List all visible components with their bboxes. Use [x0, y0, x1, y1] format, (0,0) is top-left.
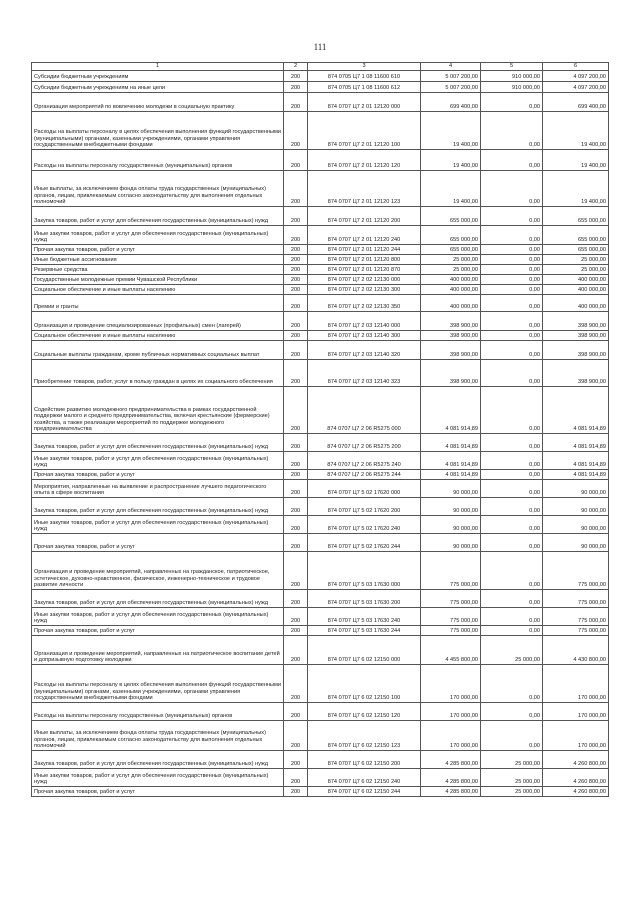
- row-amount-5: 0,00: [481, 516, 543, 534]
- row-amount-4: 4 285 800,00: [421, 787, 481, 797]
- row-amount-4: 655 000,00: [421, 226, 481, 245]
- row-code: 874 0707 Ц7 2 01 12120 240: [308, 226, 421, 245]
- row-label: Иные бюджетные ассигнования: [32, 255, 284, 265]
- row-code: 874 0707 Ц7 2 06 R5275 244: [308, 470, 421, 480]
- row-label: Субсидии бюджетным учреждениям на иные цели: [32, 82, 284, 93]
- row-column-2: 200: [284, 498, 308, 516]
- row-label: Организация и проведение специализированных (профильных) смен (лагерей): [32, 312, 284, 331]
- row-amount-6: 170 000,00: [543, 703, 609, 721]
- row-amount-5: 0,00: [481, 552, 543, 590]
- row-amount-6: 19 400,00: [543, 112, 609, 150]
- row-label: Закупка товаров, работ и услуг для обеспечения государственных (муниципальных) нужд: [32, 751, 284, 769]
- row-label: Организация и проведение мероприятий, направленных на патриотическое воспитание детей и допризывную подготовку молодежи: [32, 636, 284, 665]
- row-code: 874 0707 Ц7 2 03 12140 323: [308, 360, 421, 387]
- row-column-2: 200: [284, 590, 308, 608]
- row-amount-5: 0,00: [481, 452, 543, 470]
- table-row: [32, 608, 609, 626]
- row-column-2: 200: [284, 480, 308, 498]
- row-label: Иные закупки товаров, работ и услуг для обеспечения государственных (муниципальных) нужд: [32, 608, 284, 626]
- row-label: Иные закупки товаров, работ и услуг для обеспечения государственных (муниципальных) нужд: [32, 452, 284, 470]
- header-cell-2: 2: [284, 63, 308, 71]
- table-row: [32, 245, 609, 255]
- header-cell-6: 6: [543, 63, 609, 71]
- row-label: Субсидии бюджетным учреждениям: [32, 71, 284, 82]
- row-amount-5: 0,00: [481, 480, 543, 498]
- row-code: 874 0707 Ц7 2 06 R5275 000: [308, 387, 421, 434]
- row-column-2: 200: [284, 434, 308, 452]
- row-amount-6: 170 000,00: [543, 721, 609, 751]
- table-row: [32, 341, 609, 360]
- row-amount-4: 19 400,00: [421, 150, 481, 171]
- row-amount-6: 699 400,00: [543, 93, 609, 112]
- row-code: 874 0707 Ц7 5 03 17630 244: [308, 626, 421, 636]
- table-row: [32, 93, 609, 112]
- row-amount-6: 400 000,00: [543, 295, 609, 312]
- row-amount-5: 0,00: [481, 112, 543, 150]
- row-amount-5: 910 000,00: [481, 71, 543, 82]
- page-number: 111: [313, 42, 327, 52]
- row-code: 874 0707 Ц7 2 01 12120 800: [308, 255, 421, 265]
- row-label: Прочая закупка товаров, работ и услуг: [32, 470, 284, 480]
- row-amount-6: 775 000,00: [543, 590, 609, 608]
- row-code: 874 0707 Ц7 6 02 12150 120: [308, 703, 421, 721]
- table-row: [32, 265, 609, 275]
- row-column-2: 200: [284, 470, 308, 480]
- row-amount-6: 775 000,00: [543, 626, 609, 636]
- row-column-2: 200: [284, 665, 308, 703]
- row-amount-4: 170 000,00: [421, 703, 481, 721]
- row-column-2: 200: [284, 360, 308, 387]
- row-amount-6: 398 900,00: [543, 360, 609, 387]
- row-amount-6: 90 000,00: [543, 516, 609, 534]
- row-column-2: 200: [284, 285, 308, 295]
- row-amount-6: 4 097 200,00: [543, 71, 609, 82]
- row-code: 874 0707 Ц7 2 03 12140 000: [308, 312, 421, 331]
- row-amount-5: 0,00: [481, 665, 543, 703]
- row-code: 874 0707 Ц7 5 03 17630 200: [308, 590, 421, 608]
- row-amount-5: 0,00: [481, 312, 543, 331]
- row-label: Закупка товаров, работ и услуг для обеспечения государственных (муниципальных) нужд: [32, 498, 284, 516]
- row-column-2: 200: [284, 171, 308, 207]
- row-column-2: 200: [284, 112, 308, 150]
- row-label: Иные закупки товаров, работ и услуг для обеспечения государственных (муниципальных) нужд: [32, 769, 284, 787]
- row-amount-4: 4 285 800,00: [421, 751, 481, 769]
- row-label: Государственные молодежные премии Чувашской Республики: [32, 275, 284, 285]
- row-amount-6: 4 430 800,00: [543, 636, 609, 665]
- row-amount-5: 0,00: [481, 150, 543, 171]
- table-row: [32, 703, 609, 721]
- row-code: 874 0705 Ц7 1 08 11600 612: [308, 82, 421, 93]
- row-amount-5: 0,00: [481, 534, 543, 552]
- row-label: Прочая закупка товаров, работ и услуг: [32, 245, 284, 255]
- row-amount-6: 90 000,00: [543, 534, 609, 552]
- row-amount-5: 0,00: [481, 703, 543, 721]
- row-amount-4: 400 000,00: [421, 295, 481, 312]
- row-amount-5: 0,00: [481, 265, 543, 275]
- row-code: 874 0707 Ц7 5 02 17620 244: [308, 534, 421, 552]
- row-amount-5: 25 000,00: [481, 787, 543, 797]
- header-cell-1: 1: [32, 63, 284, 71]
- table-row: [32, 470, 609, 480]
- row-amount-5: 0,00: [481, 498, 543, 516]
- row-amount-4: 4 455 800,00: [421, 636, 481, 665]
- header-cell-5: 5: [481, 63, 543, 71]
- row-column-2: 200: [284, 71, 308, 82]
- table-row: [32, 498, 609, 516]
- row-amount-5: 25 000,00: [481, 751, 543, 769]
- row-column-2: 200: [284, 452, 308, 470]
- row-code: 874 0707 Ц7 6 02 12150 244: [308, 787, 421, 797]
- table-row: [32, 590, 609, 608]
- row-code: 874 0707 Ц7 2 02 12130 000: [308, 275, 421, 285]
- table-header-row: [32, 63, 609, 71]
- table-row: [32, 360, 609, 387]
- row-amount-5: 0,00: [481, 285, 543, 295]
- row-amount-4: 90 000,00: [421, 516, 481, 534]
- row-code: 874 0707 Ц7 2 01 12120 120: [308, 150, 421, 171]
- row-code: 874 0707 Ц7 5 03 17630 000: [308, 552, 421, 590]
- row-amount-6: 19 400,00: [543, 171, 609, 207]
- row-amount-4: 400 000,00: [421, 275, 481, 285]
- row-label: Премии и гранты: [32, 295, 284, 312]
- table-row: [32, 665, 609, 703]
- row-amount-4: 90 000,00: [421, 498, 481, 516]
- row-label: Иные закупки товаров, работ и услуг для обеспечения государственных (муниципальных) нужд: [32, 226, 284, 245]
- row-amount-4: 699 400,00: [421, 93, 481, 112]
- row-label: Организация мероприятий по вовлечению молодежи в социальную практику: [32, 93, 284, 112]
- row-amount-6: 90 000,00: [543, 480, 609, 498]
- row-amount-4: 90 000,00: [421, 534, 481, 552]
- row-amount-5: 0,00: [481, 295, 543, 312]
- row-column-2: 200: [284, 608, 308, 626]
- row-column-2: 200: [284, 245, 308, 255]
- row-amount-5: 0,00: [481, 590, 543, 608]
- row-code: 874 0705 Ц7 1 08 11600 610: [308, 71, 421, 82]
- row-label: Резервные средства: [32, 265, 284, 275]
- row-amount-6: 400 000,00: [543, 275, 609, 285]
- row-label: Иные закупки товаров, работ и услуг для обеспечения государственных (муниципальных) нужд: [32, 516, 284, 534]
- table-row: [32, 769, 609, 787]
- row-label: Социальное обеспечение и иные выплаты населению: [32, 331, 284, 341]
- row-column-2: 200: [284, 787, 308, 797]
- row-amount-4: 19 400,00: [421, 171, 481, 207]
- row-amount-6: 655 000,00: [543, 226, 609, 245]
- budget-table-body: [32, 63, 609, 797]
- row-column-2: 200: [284, 387, 308, 434]
- row-amount-6: 4 081 914,89: [543, 387, 609, 434]
- row-amount-4: 398 900,00: [421, 331, 481, 341]
- row-amount-4: 4 081 914,89: [421, 452, 481, 470]
- row-amount-6: 4 260 800,00: [543, 787, 609, 797]
- row-amount-4: 90 000,00: [421, 480, 481, 498]
- row-amount-4: 25 000,00: [421, 265, 481, 275]
- row-amount-4: 775 000,00: [421, 608, 481, 626]
- row-label: Расходы на выплаты персоналу государственных (муниципальных) органов: [32, 150, 284, 171]
- row-amount-6: 655 000,00: [543, 245, 609, 255]
- row-amount-4: 4 285 800,00: [421, 769, 481, 787]
- row-column-2: 200: [284, 312, 308, 331]
- row-amount-6: 4 081 914,89: [543, 452, 609, 470]
- table-row: [32, 516, 609, 534]
- row-amount-5: 0,00: [481, 434, 543, 452]
- row-label: Прочая закупка товаров, работ и услуг: [32, 626, 284, 636]
- header-cell-4: 4: [421, 63, 481, 71]
- row-amount-6: 398 900,00: [543, 312, 609, 331]
- row-label: Социальные выплаты гражданам, кроме публичных нормативных социальных выплат: [32, 341, 284, 360]
- row-column-2: 200: [284, 721, 308, 751]
- row-amount-5: 0,00: [481, 207, 543, 226]
- row-amount-6: 400 000,00: [543, 285, 609, 295]
- row-amount-4: 398 900,00: [421, 341, 481, 360]
- row-amount-6: 25 000,00: [543, 265, 609, 275]
- row-amount-4: 4 081 914,89: [421, 387, 481, 434]
- table-row: [32, 275, 609, 285]
- row-code: 874 0707 Ц7 2 02 12130 350: [308, 295, 421, 312]
- row-amount-6: 170 000,00: [543, 665, 609, 703]
- row-label: Закупка товаров, работ и услуг для обеспечения государственных (муниципальных) нужд: [32, 590, 284, 608]
- row-code: 874 0707 Ц7 6 02 12150 123: [308, 721, 421, 751]
- row-amount-6: 90 000,00: [543, 498, 609, 516]
- table-row: [32, 751, 609, 769]
- row-amount-6: 4 097 200,00: [543, 82, 609, 93]
- row-amount-6: 25 000,00: [543, 255, 609, 265]
- row-label: Иные выплаты, за исключением фонда оплаты труда государственных (муниципальных) органов, лицам, привлекаемым согласно законодательству для выполнения отдельных полномочий: [32, 171, 284, 207]
- row-column-2: 200: [284, 93, 308, 112]
- row-amount-5: 0,00: [481, 245, 543, 255]
- table-row: [32, 534, 609, 552]
- row-amount-4: 25 000,00: [421, 255, 481, 265]
- row-column-2: 200: [284, 295, 308, 312]
- row-label: Прочая закупка товаров, работ и услуг: [32, 534, 284, 552]
- row-label: Социальное обеспечение и иные выплаты населению: [32, 285, 284, 295]
- row-amount-5: 910 000,00: [481, 82, 543, 93]
- row-code: 874 0707 Ц7 2 01 12120 244: [308, 245, 421, 255]
- table-row: [32, 285, 609, 295]
- table-row: [32, 71, 609, 82]
- row-amount-5: 0,00: [481, 226, 543, 245]
- row-amount-5: 0,00: [481, 93, 543, 112]
- row-amount-4: 4 081 914,89: [421, 470, 481, 480]
- row-code: 874 0707 Ц7 2 03 12140 300: [308, 331, 421, 341]
- row-amount-4: 655 000,00: [421, 245, 481, 255]
- row-column-2: 200: [284, 275, 308, 285]
- row-column-2: 200: [284, 82, 308, 93]
- row-amount-4: 19 400,00: [421, 112, 481, 150]
- row-column-2: 200: [284, 226, 308, 245]
- row-amount-6: 398 900,00: [543, 341, 609, 360]
- table-row: [32, 255, 609, 265]
- row-amount-4: 775 000,00: [421, 590, 481, 608]
- row-code: 874 0707 Ц7 2 01 12120 870: [308, 265, 421, 275]
- row-column-2: 200: [284, 626, 308, 636]
- row-label: Иные выплаты, за исключением фонда оплаты труда государственных (муниципальных) органов, лицам, привлекаемым согласно законодательству для выполнения отдельных полномочий: [32, 721, 284, 751]
- row-amount-6: 775 000,00: [543, 552, 609, 590]
- table-row: [32, 452, 609, 470]
- row-code: 874 0707 Ц7 2 06 R5275 240: [308, 452, 421, 470]
- row-column-2: 200: [284, 552, 308, 590]
- row-code: 874 0707 Ц7 5 02 17620 240: [308, 516, 421, 534]
- table-row: [32, 787, 609, 797]
- row-amount-5: 0,00: [481, 626, 543, 636]
- row-amount-6: 4 081 914,89: [543, 470, 609, 480]
- row-amount-4: 398 900,00: [421, 312, 481, 331]
- row-amount-4: 775 000,00: [421, 552, 481, 590]
- row-column-2: 200: [284, 751, 308, 769]
- row-amount-5: 0,00: [481, 255, 543, 265]
- table-row: [32, 480, 609, 498]
- row-label: Расходы на выплаты персоналу в целях обеспечения выполнения функций государственными (муниципальными) органами, казенными учреждениями, органами управления государственными внебюджетными фондами: [32, 112, 284, 150]
- table-row: [32, 150, 609, 171]
- row-column-2: 200: [284, 534, 308, 552]
- row-amount-5: 0,00: [481, 721, 543, 751]
- row-column-2: 200: [284, 255, 308, 265]
- row-column-2: 200: [284, 341, 308, 360]
- row-label: Прочая закупка товаров, работ и услуг: [32, 787, 284, 797]
- row-amount-4: 400 000,00: [421, 285, 481, 295]
- row-amount-6: 4 260 800,00: [543, 751, 609, 769]
- row-amount-4: 655 000,00: [421, 207, 481, 226]
- row-amount-5: 0,00: [481, 341, 543, 360]
- budget-table: [31, 62, 609, 797]
- row-code: 874 0707 Ц7 2 02 12130 300: [308, 285, 421, 295]
- row-amount-6: 398 900,00: [543, 331, 609, 341]
- row-column-2: 200: [284, 331, 308, 341]
- row-code: 874 0707 Ц7 6 02 12150 100: [308, 665, 421, 703]
- row-amount-4: 5 007 200,00: [421, 82, 481, 93]
- row-amount-4: 170 000,00: [421, 665, 481, 703]
- row-amount-4: 4 081 914,89: [421, 434, 481, 452]
- row-column-2: 200: [284, 207, 308, 226]
- row-column-2: 200: [284, 265, 308, 275]
- row-code: 874 0707 Ц7 2 01 12120 100: [308, 112, 421, 150]
- row-amount-6: 4 260 800,00: [543, 769, 609, 787]
- row-amount-5: 0,00: [481, 331, 543, 341]
- row-code: 874 0707 Ц7 2 01 12120 123: [308, 171, 421, 207]
- row-label: Организация и проведение мероприятий, направленных на гражданское, патриотическое, эстетическое, духовно-нравственное, физическое, инженерно-техническое и трудовое развитие личности: [32, 552, 284, 590]
- row-code: 874 0707 Ц7 5 02 17620 200: [308, 498, 421, 516]
- row-amount-5: 0,00: [481, 360, 543, 387]
- row-label: Закупка товаров, работ и услуг для обеспечения государственных (муниципальных) нужд: [32, 207, 284, 226]
- row-amount-5: 0,00: [481, 275, 543, 285]
- row-code: 874 0707 Ц7 2 01 12120 200: [308, 207, 421, 226]
- row-amount-6: 775 000,00: [543, 608, 609, 626]
- table-row: [32, 295, 609, 312]
- table-row: [32, 626, 609, 636]
- row-amount-5: 25 000,00: [481, 769, 543, 787]
- row-column-2: 200: [284, 703, 308, 721]
- row-amount-5: 0,00: [481, 387, 543, 434]
- table-row: [32, 552, 609, 590]
- row-code: 874 0707 Ц7 5 03 17630 240: [308, 608, 421, 626]
- row-column-2: 200: [284, 769, 308, 787]
- row-label: Приобретение товаров, работ, услуг в пользу граждан в целях их социального обеспечения: [32, 360, 284, 387]
- row-code: 874 0707 Ц7 5 02 17620 000: [308, 480, 421, 498]
- row-code: 874 0707 Ц7 6 02 12150 000: [308, 636, 421, 665]
- row-amount-6: 4 081 914,89: [543, 434, 609, 452]
- row-amount-5: 25 000,00: [481, 636, 543, 665]
- row-amount-5: 0,00: [481, 171, 543, 207]
- row-label: Расходы на выплаты персоналу в целях обеспечения выполнения функций государственными (муниципальными) органами, казенными учреждениями, органами управления государственными внебюджетными фондами: [32, 665, 284, 703]
- row-amount-4: 398 900,00: [421, 360, 481, 387]
- row-amount-5: 0,00: [481, 608, 543, 626]
- table-row: [32, 171, 609, 207]
- row-code: 874 0707 Ц7 2 06 R5275 200: [308, 434, 421, 452]
- row-label: Закупка товаров, работ и услуг для обеспечения государственных (муниципальных) нужд: [32, 434, 284, 452]
- table-row: [32, 207, 609, 226]
- row-amount-4: 170 000,00: [421, 721, 481, 751]
- row-code: 874 0707 Ц7 2 01 12120 000: [308, 93, 421, 112]
- table-row: [32, 387, 609, 434]
- row-label: Содействие развитию молодежного предпринимательства в рамках государственной поддержки малого и среднего предпринимательства, включая крестьянские (фермерские) хозяйства, а также реализации мероприятий по поддержке молодежного предпринимательства: [32, 387, 284, 434]
- row-code: 874 0707 Ц7 6 02 12150 240: [308, 769, 421, 787]
- table-row: [32, 331, 609, 341]
- row-column-2: 200: [284, 516, 308, 534]
- row-amount-4: 5 007 200,00: [421, 71, 481, 82]
- row-label: Мероприятия, направленные на выявление и распространение лучшего педагогического опыта в сфере воспитания: [32, 480, 284, 498]
- row-code: 874 0707 Ц7 2 03 12140 320: [308, 341, 421, 360]
- table-row: [32, 721, 609, 751]
- table-row: [32, 636, 609, 665]
- table-row: [32, 112, 609, 150]
- header-cell-3: 3: [308, 63, 421, 71]
- table-row: [32, 434, 609, 452]
- row-column-2: 200: [284, 150, 308, 171]
- row-code: 874 0707 Ц7 6 02 12150 200: [308, 751, 421, 769]
- row-amount-6: 19 400,00: [543, 150, 609, 171]
- row-label: Расходы на выплаты персоналу государственных (муниципальных) органов: [32, 703, 284, 721]
- row-amount-4: 775 000,00: [421, 626, 481, 636]
- table-row: [32, 312, 609, 331]
- table-row: [32, 82, 609, 93]
- row-column-2: 200: [284, 636, 308, 665]
- row-amount-5: 0,00: [481, 470, 543, 480]
- table-row: [32, 226, 609, 245]
- row-amount-6: 655 000,00: [543, 207, 609, 226]
